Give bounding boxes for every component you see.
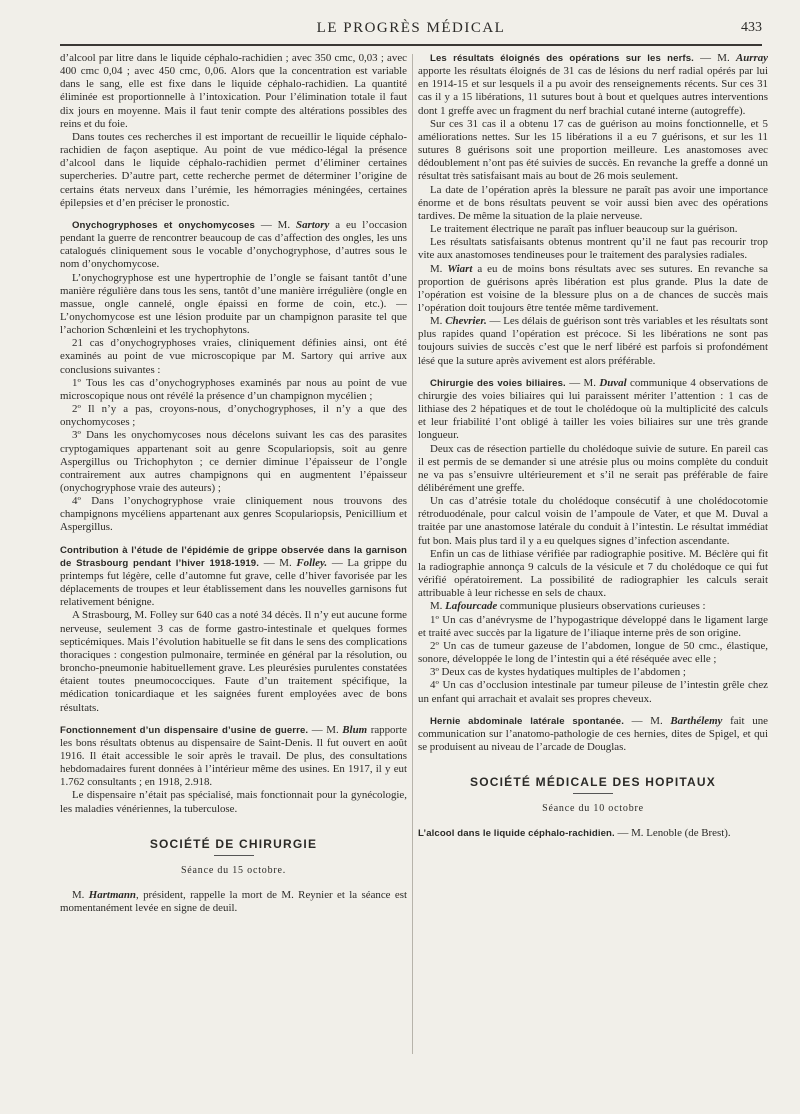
paragraph: A Strasbourg, M. Folley sur 640 cas a noté 34 décès. Il n’y eut aucune forme nerveuse, seulement 3 cas de forme gastro-intestinale et quelques formes septicémiques. Mais l’évolution habituelle se fit dans le sens des complications thoraciques : congestion pulmonaire, terminée en général par la résolution, ou broncho-pneumonie habituellement grave. Les pleurésies purulentes constatées étaient toutes pneumococciques. Faute d’un traitement spécifique, la médication tonicardiaque et les saignées furent employées avec de bons résultats. xyxy=(60,609,407,714)
author-name: Wiart xyxy=(447,262,473,275)
article-heading: Fonctionnement d’un dispensaire d’usine de guerre. xyxy=(60,724,309,736)
article-text: communique 4 observations de chirurgie des voies biliaires qui lui paraissent mériter l’attention : 1 cas de lithiase des 2 hépatiques et de tout le cholédoque où la multiplicité des calculs et leur friabilité l’ont obligé à tailler les voies biliaires sur une très grande longueur. xyxy=(418,376,768,442)
paragraph: Enfin un cas de lithiase vérifiée par radiographie positive. M. Béclère qui fit la radiographie annonça 9 calculs de la vésicule et 7 du cholédoque ce qui fut vérifié opératoirement. La possibilité de radiographier les calculs serait attribuable à leur richesse en sels de chaux. xyxy=(418,547,768,600)
paragraph: d’alcool par litre dans le liquide céphalo-rachidien ; avec 350 cmc, 0,03 ; avec 400 cmc 0,04 ; avec 450 cmc, 0,06. Alors que la concentration est variable dans le sang, elle est fixe dans le liquide céphalo-rachidien. La quantité éliminée est proportionnelle à l’intoxication. Pour l’élimination totale il faut dix jours en moyenne. Mais il faut tenir compte des altérations possibles des reins et du foie. xyxy=(60,52,407,130)
paragraph: 1º Tous les cas d’onychogryphoses examinés par nous au point de vue microscopique nous ont révélé la présence d’un champignon mycélien ; xyxy=(60,376,407,402)
article-nerfs xyxy=(418,52,768,118)
article-wiart xyxy=(418,263,768,316)
article-text: — La grippe du printemps fut légère, celle d’automne fut grave, celle d’hiver favorisée par les déplacements de troupes et leur établissement dans les nouvelles garnisons fut relativement bénigne. xyxy=(60,556,407,609)
article-text: rapporte les bons résultats obtenus au dispensaire de Saint-Denis. Il fut ouvert en août 1916. Il était accessible le soir après le travail. De plus, des consultations hebdomadaires furent données à l’intérieur même des usines. En 1917, il y eut 1.762 consultants ; en 1918, 2.918. xyxy=(60,723,407,789)
author-name: Folley. xyxy=(296,556,328,569)
article-onychogryphoses xyxy=(60,219,407,272)
article-alcool xyxy=(418,827,768,840)
paragraph: 2º Il n’y a pas, croyons-nous, d’onychogryphoses, il n’y a que des onychomycoses ; xyxy=(60,403,407,429)
page-number: 433 xyxy=(741,20,762,35)
article-voies-biliaires xyxy=(418,377,768,443)
list-item: 2º Un cas de tumeur gazeuse de l’abdomen, longue de 50 cmc., élastique, sonore, développée le long de l’intestin qui a été réséquée avec elle ; xyxy=(418,639,768,666)
article-text: a eu l’occasion pendant la guerre de rencontrer beaucoup de cas d’affection des ongles, les uns catalogués cliniquement sous le vocable d’onychogryphose, d’autres sous le nom d’onychomycose. xyxy=(60,218,407,271)
article-heading: Les résultats éloignés des opérations sur les nerfs. xyxy=(430,53,694,64)
author-name: Sartory xyxy=(296,218,330,231)
section-rule xyxy=(214,855,254,856)
author-name: Lafourcade xyxy=(445,600,498,613)
article-text: , président, rappelle la mort de M. Reynier et la séance est momentanément levée en signe de deuil. xyxy=(60,889,407,915)
byline-dash: — M. xyxy=(259,556,297,569)
seance-date: Séance du 15 octobre. xyxy=(180,864,287,876)
title-prefix: M. xyxy=(430,262,448,275)
article-grippe xyxy=(60,544,407,610)
paragraph: La date de l’opération après la blessure ne paraît pas avoir une importance énorme et de bons résultats peuvent se voir aussi bien avec des opérations tardives. De même la situation de la plaie nerveuse. xyxy=(418,183,768,222)
paragraph: Dans toutes ces recherches il est important de recueillir le liquide céphalo-rachidien de façon aseptique. Au point de vue médico-légal la présence d’alcool dans le liquide céphalo-rachidien permet d’éliminer certaines supercheries. D’autre part, cette recherche permet de déterminer l’origine de certains états nerveux dans l’urémie, les hémorragies méningées, certaines épilepsies et d’en préciser le pronostic. xyxy=(60,130,407,209)
byline-dash: — M. xyxy=(693,52,736,64)
article-lafourcade xyxy=(418,600,768,613)
title-prefix: M. xyxy=(430,600,446,613)
article-text: — Les délais de guérison sont très variables et les résultats sont plus rapides quand l’opération est précoce. Si les libérations ne sont pas toujours suivies de succès c’est que le nerf libéré est parfois si profondément lésé que la suture après avivement est alors préférable. xyxy=(418,315,768,367)
byline-dash: — M. xyxy=(308,723,343,736)
title-prefix: M. xyxy=(72,889,89,902)
byline-dash: — M. xyxy=(624,714,671,727)
article-text: a eu de moins bons résultats avec ses sutures. En revanche sa proportion de guérisons après libération est plus grande. Plus la date de l’opération est voisine de la blessure plus on a de chances de succès mais l’opération doit toujours être tentée même tardivement. xyxy=(418,262,768,314)
author-name: Duval xyxy=(599,376,627,389)
author-name: Aurray xyxy=(735,52,768,64)
author-name: Hartmann xyxy=(88,889,136,902)
list-item: 4º Un cas d’occlusion intestinale par tumeur pileuse de l’intestin grêle chez un enfant qui arrachait et avalait ses propres cheveux. xyxy=(418,679,768,705)
column-divider xyxy=(412,54,413,1054)
paragraph: Les résultats satisfaisants obtenus montrent qu’il ne faut pas recourir trop vite aux anastomoses tendineuses pour le traitement des paralysies radiales. xyxy=(418,236,768,262)
journal-title: LE PROGRÈS MÉDICAL xyxy=(316,20,506,36)
paragraph: Sur ces 31 cas il a obtenu 17 cas de guérison au moins fonctionnelle, et 5 améliorations nettes. Sur les 15 libérations il a eu 7 guérisons, et sur les 11 sutures 8 guérisons soit une proportion meilleure. Les anastomoses avec dédoublement n’ont pas été suivies de succès. En revanche la greffe a donné un résultat très satisfaisant mais au bout de 26 mois seulement. xyxy=(418,117,768,183)
author-name: Blum xyxy=(342,723,368,736)
paragraph: 21 cas d’onychogryphoses vraies, cliniquement définies ainsi, ont été examinés au point de vue microscopique par M. Sartory qui arrive aux conclusions suivantes : xyxy=(60,337,407,376)
running-header xyxy=(60,18,762,46)
author-name: Chevrier. xyxy=(445,315,487,328)
list-item: 1º Un cas d’anévrysme de l’hypogastrique développé dans le ligament large et traité avec succès par la ligature de l’iliaque interne près de son origine. xyxy=(418,613,768,639)
article-heading: L’alcool dans le liquide céphalo-rachidien. xyxy=(418,828,615,840)
article-hartmann xyxy=(60,889,407,915)
paragraph: 3º Dans les onychomycoses nous décelons suivant les cas des parasites cryptogamiques appartenant soit au genre Scopulariopsis, soit au genre Aspergillus ou Trichophyton ; ce dernier diminue l’épaisseur de l’ongle contrairement aux autres champignons qui en augmentent l’épaisseur (onychogryphose vraie des auteurs) ; xyxy=(60,429,407,494)
article-text: apporte les résultats éloignés de 31 cas de lésions du nerf radial opérés par lui en 1914-15 et sur lesquels il a pu avoir des renseignements récents. Sur ces 31 cas il y a 15 libérations, 11 sutures bout à bout et quelques autres interventions dont 1 greffe avec un fragment du nerf brachial cutané interne (autogreffe). xyxy=(418,65,768,117)
paragraph: 4º Dans l’onychogryphose vraie cliniquement nous trouvons des champignons mycéliens appartenant aux genres Scopulariopsis, Penicillium et Aspergillus. xyxy=(60,495,407,534)
article-heading: Hernie abdominale latérale spontanée. xyxy=(430,715,624,727)
list-item: 3º Deux cas de kystes hydatiques multiples de l’abdomen ; xyxy=(430,666,686,679)
article-hernie xyxy=(418,715,768,754)
seance-date: Séance du 10 octobre xyxy=(542,803,644,815)
article-heading: Chirurgie des voies biliaires. xyxy=(430,377,566,389)
paragraph: Un cas d’atrésie totale du cholédoque consécutif à une cholédocotomie rétroduodénale, pour calcul voisin de l’ampoule de Vater, et que M. Duval a traitée par une anastomose latérale du conduit à l’intestin. Le résultat immédiat fut bon. Mais plus tard il y a eu quelques signes d’infection ascendante. xyxy=(418,495,768,547)
paragraph: L’onychogryphose est une hypertrophie de l’ongle se faisant tantôt d’une manière régulière dans tous les sens, tantôt d’une manière irrégulière (ongle en massue, ongle cannelé, ongle épaissi en forme de coin, etc.). — L’onychomycose est une lésion produite par un champignon parasite tel que l’achorion Schœnleini et les trychophytons. xyxy=(60,271,407,337)
article-heading: Contribution à l’étude de l’épidémie de grippe observée dans la garnison de Strasbourg pendant l’hiver 1918-1919. xyxy=(60,544,407,569)
author-name: Barthélemy xyxy=(670,714,723,727)
article-byline: — M. Lenoble (de Brest). xyxy=(614,827,731,840)
byline-dash: — M. xyxy=(254,218,297,231)
paragraph: Deux cas de résection partielle du cholédoque suivie de suture. En pareil cas il est permis de se demander si une atrésie plus ou moins complète du conduit ne va pas s’ensuivre ultérieurement et s’il ne serait pas préférable de faire délibérément une greffe. xyxy=(418,442,768,494)
article-heading: Onychogryphoses et onychomycoses xyxy=(72,219,255,231)
left-column xyxy=(60,52,407,1107)
article-chevrier xyxy=(418,315,768,368)
title-prefix: M. xyxy=(430,315,446,328)
section-title-hopitaux: SOCIÉTÉ MÉDICALE DES HOPITAUX xyxy=(470,775,716,790)
article-text: communique plusieurs observations curieuses : xyxy=(497,600,706,613)
article-text: fait une communication sur l’anatomo-pathologie de ces hernies, dites de Spigel, et qui se produisent au niveau de l’arcade de Douglas. xyxy=(418,714,768,753)
byline-dash: — M. xyxy=(565,376,600,389)
section-title-chirurgie: SOCIÉTÉ DE CHIRURGIE xyxy=(149,836,318,851)
article-dispensaire xyxy=(60,724,407,790)
section-rule xyxy=(573,793,613,794)
paragraph: Le dispensaire n’était pas spécialisé, mais fonctionnait pour la gynécologie, les maladies vénériennes, la tuberculose. xyxy=(60,789,407,815)
right-column xyxy=(418,52,768,1107)
paragraph: Le traitement électrique ne paraît pas influer beaucoup sur la guérison. xyxy=(430,223,738,236)
